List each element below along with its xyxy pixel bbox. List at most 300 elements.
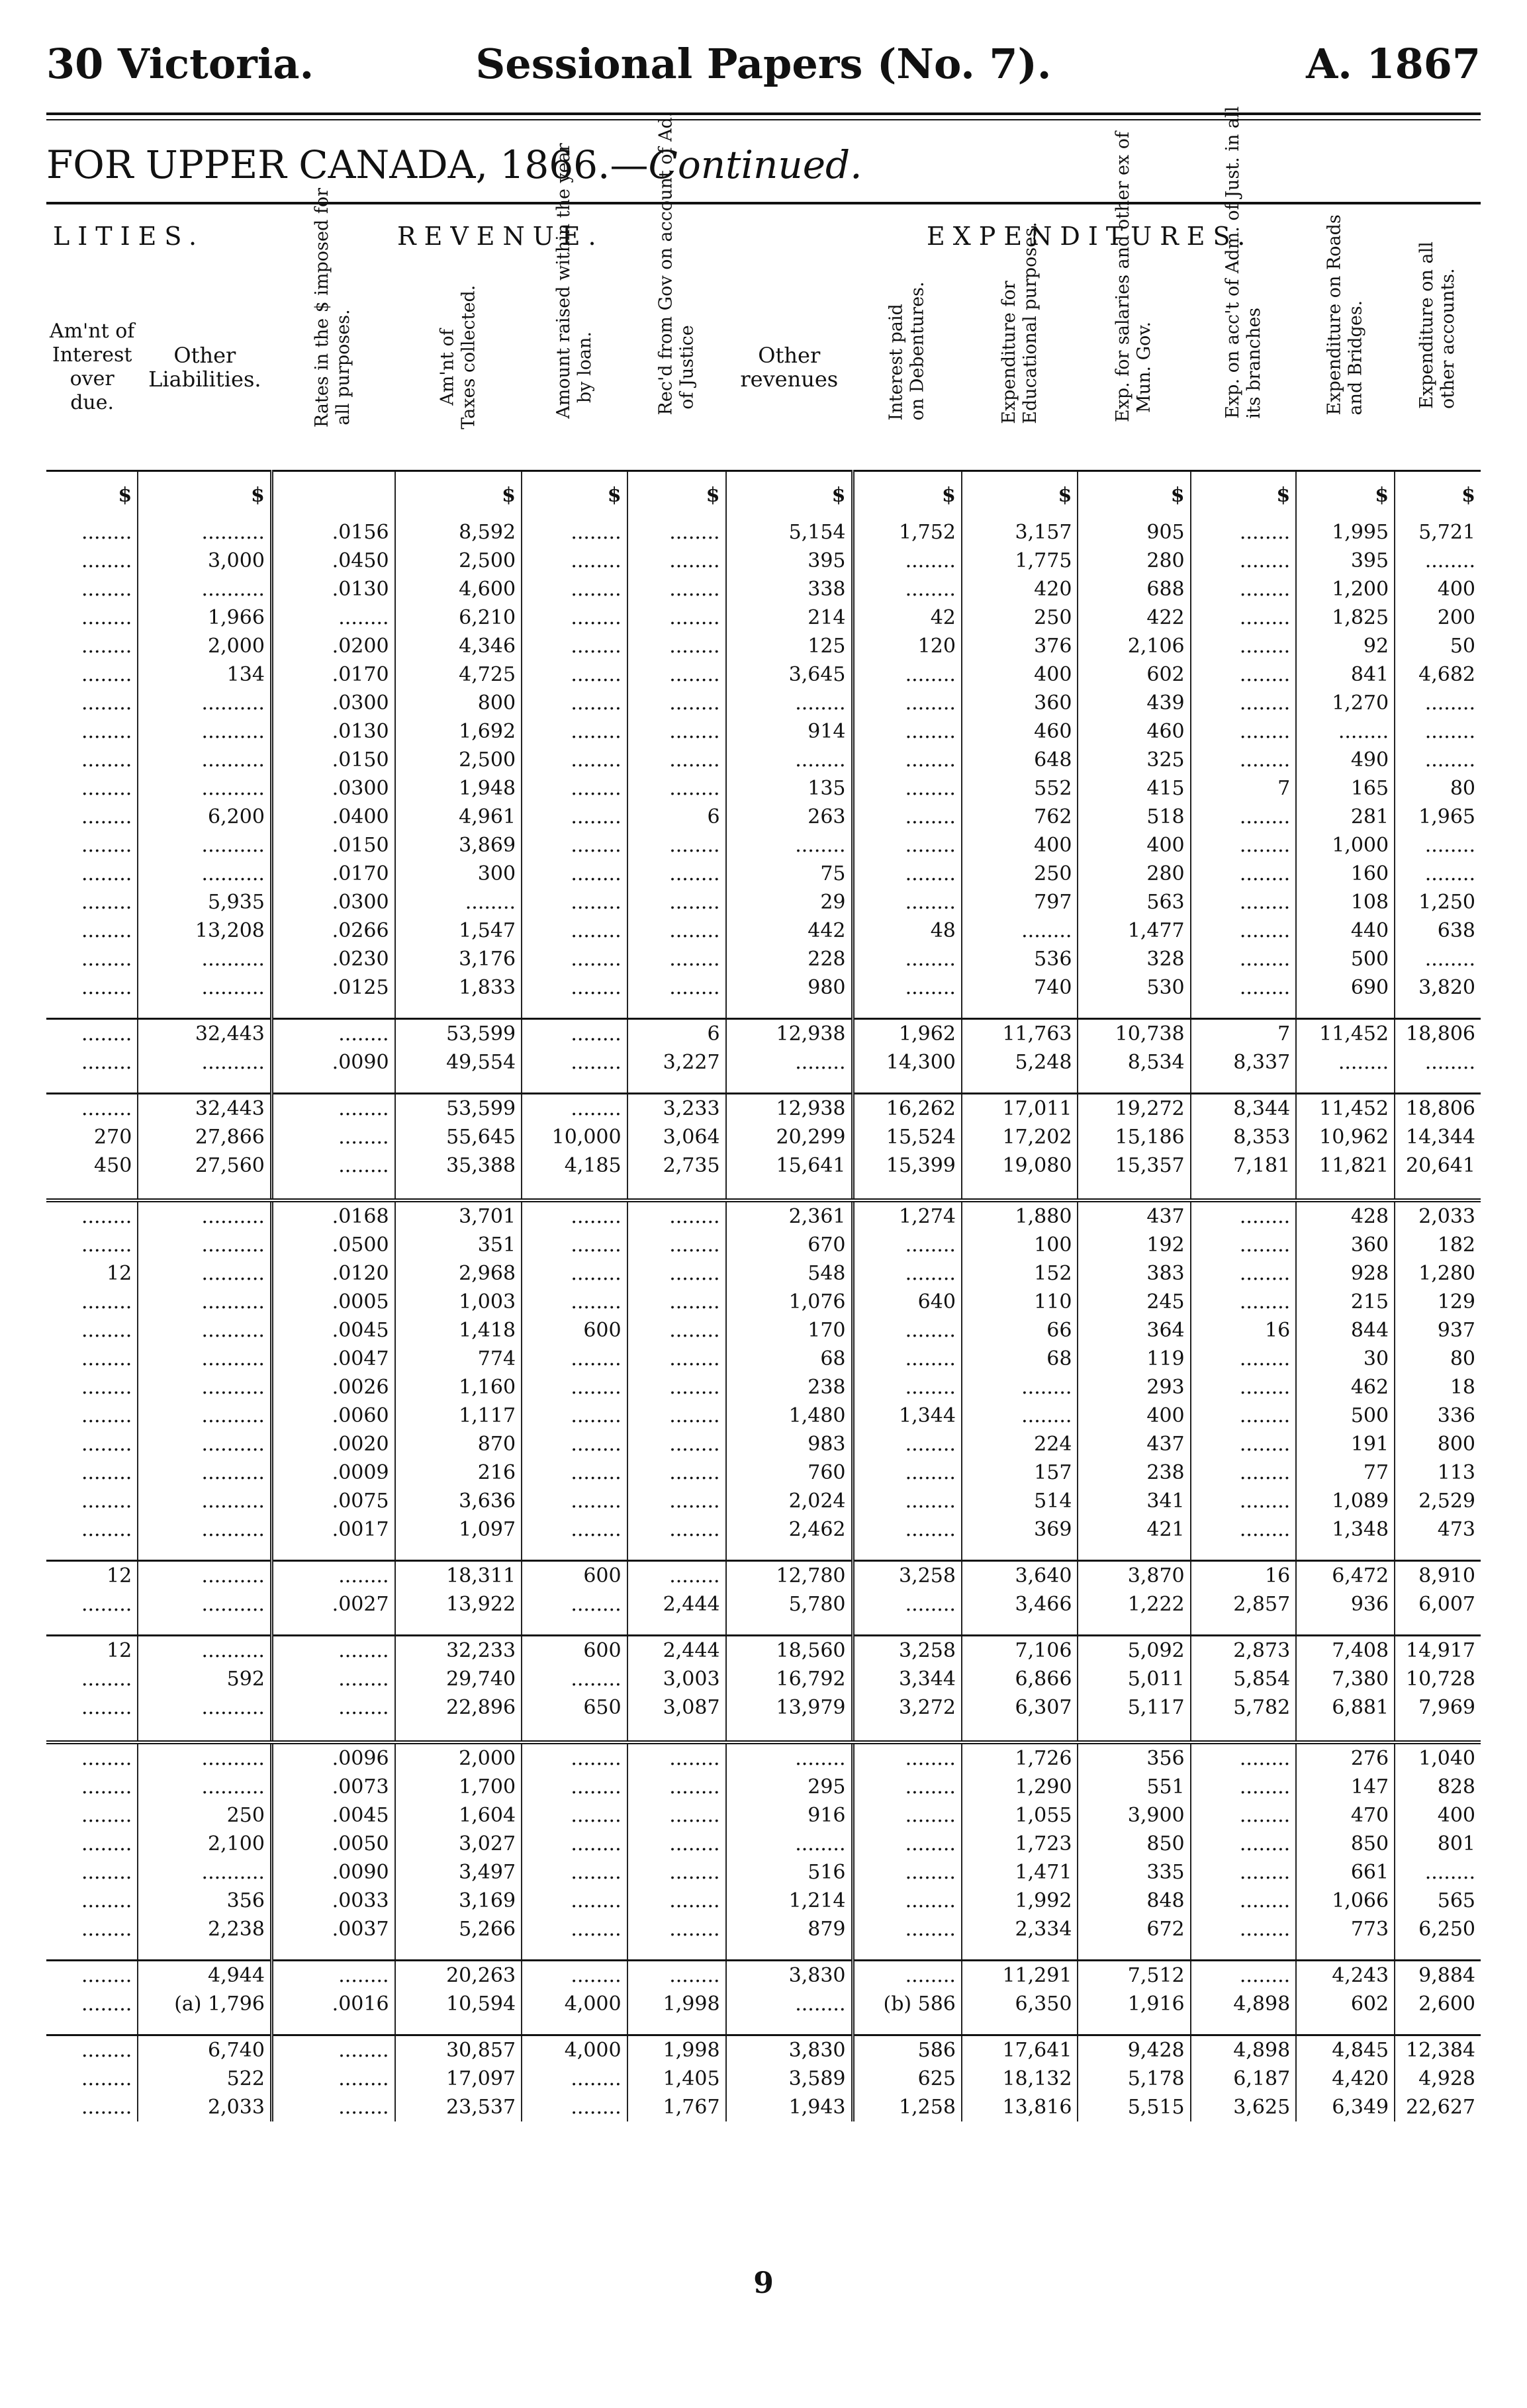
table-cell: 400 bbox=[962, 831, 1078, 860]
table-cell: 341 bbox=[1078, 1487, 1190, 1515]
table-cell: ........ bbox=[726, 831, 853, 860]
table-cell bbox=[627, 1077, 726, 1094]
table-cell: 6,349 bbox=[1296, 2093, 1395, 2121]
table-cell: 1,274 bbox=[853, 1200, 962, 1231]
table-cell: 1,943 bbox=[726, 2093, 853, 2121]
table-cell bbox=[395, 1077, 522, 1094]
table-cell: ........ bbox=[962, 1402, 1078, 1430]
table-cell: ........ bbox=[627, 1200, 726, 1231]
table-cell: 2,968 bbox=[395, 1259, 522, 1288]
table-cell bbox=[271, 1002, 394, 1019]
table-cell: .......... bbox=[138, 746, 271, 774]
table-cell: 18,311 bbox=[395, 1561, 522, 1591]
table-cell: 1,348 bbox=[1296, 1515, 1395, 1544]
table-cell: 263 bbox=[726, 803, 853, 831]
table-cell: 536 bbox=[962, 945, 1078, 973]
table-cell: .......... bbox=[138, 1458, 271, 1487]
table-cell: ........ bbox=[81, 720, 132, 743]
table-cell: ........ bbox=[81, 549, 132, 572]
table-cell: 600 bbox=[522, 1316, 627, 1345]
table-cell: .0005 bbox=[271, 1288, 394, 1316]
table-row bbox=[46, 1915, 1481, 1943]
table-cell: ........ bbox=[627, 1430, 726, 1458]
table-cell: 12,384 bbox=[1395, 2035, 1481, 2065]
table-cell: 11,452 bbox=[1296, 1094, 1395, 1124]
table-row bbox=[46, 1887, 1481, 1915]
table-cell: ........ bbox=[522, 831, 627, 860]
table-cell bbox=[46, 1943, 138, 1961]
table-cell: .0060 bbox=[271, 1402, 394, 1430]
table-cell: ........ bbox=[1191, 888, 1297, 916]
table-cell: 53,599 bbox=[395, 1094, 522, 1124]
table-cell: 470 bbox=[1296, 1801, 1395, 1830]
table-cell: 552 bbox=[962, 774, 1078, 803]
table-cell bbox=[962, 1002, 1078, 1019]
table-cell: 586 bbox=[853, 2035, 962, 2065]
table-cell: ........ bbox=[627, 1801, 726, 1830]
table-cell: 18,806 bbox=[1395, 1019, 1481, 1049]
table-cell: ........ bbox=[1191, 1458, 1297, 1487]
table-cell: ........ bbox=[627, 717, 726, 746]
table-cell: 6,472 bbox=[1296, 1561, 1395, 1591]
table-cell: ........ bbox=[271, 1151, 394, 1180]
table-cell: ........ bbox=[1395, 1858, 1481, 1887]
table-cell bbox=[46, 1722, 138, 1742]
table-cell: 2,462 bbox=[726, 1515, 853, 1544]
table-cell: ........ bbox=[522, 916, 627, 945]
table-cell: 80 bbox=[1395, 774, 1481, 803]
table-cell: ........ bbox=[522, 1665, 627, 1693]
table-cell: 3,258 bbox=[853, 1636, 962, 1666]
table-cell: ........ bbox=[81, 1097, 132, 1120]
table-cell: 15,641 bbox=[726, 1151, 853, 1180]
table-cell: 336 bbox=[1395, 1402, 1481, 1430]
table-cell: 12,938 bbox=[726, 1019, 853, 1049]
table-cell: ........ bbox=[627, 1961, 726, 1990]
table-cell: 55,645 bbox=[395, 1123, 522, 1151]
table-cell: ........ bbox=[81, 1290, 132, 1314]
table-cell: ........ bbox=[853, 1830, 962, 1858]
table-cell: ........ bbox=[1191, 717, 1297, 746]
table-cell bbox=[726, 1544, 853, 1561]
table-cell: 1,214 bbox=[726, 1887, 853, 1915]
table-cell: .0033 bbox=[271, 1887, 394, 1915]
table-cell: ........ bbox=[627, 888, 726, 916]
table-cell: 1,700 bbox=[395, 1773, 522, 1801]
table-cell: ........ bbox=[627, 660, 726, 689]
column-header: Other Liabilities. bbox=[138, 265, 271, 471]
table-cell: 2,873 bbox=[1191, 1636, 1297, 1666]
table-cell: ........ bbox=[81, 606, 132, 629]
table-cell: 4,346 bbox=[395, 632, 522, 660]
table-cell: ........ bbox=[81, 663, 132, 686]
table-cell: 14,917 bbox=[1395, 1636, 1481, 1666]
table-cell: ........ bbox=[1191, 689, 1297, 717]
table-cell: ........ bbox=[726, 1830, 853, 1858]
table-cell bbox=[138, 1544, 271, 1561]
table-cell: ........ bbox=[1395, 945, 1481, 973]
table-row bbox=[46, 916, 1481, 945]
column-header bbox=[271, 187, 394, 471]
table-cell bbox=[627, 1619, 726, 1636]
table-cell bbox=[395, 1544, 522, 1561]
table-cell: ........ bbox=[522, 1200, 627, 1231]
table-cell bbox=[271, 1077, 394, 1094]
table-cell bbox=[1191, 1180, 1297, 1200]
table-cell: 120 bbox=[853, 632, 962, 660]
table-cell bbox=[962, 1722, 1078, 1742]
table-cell: 395 bbox=[726, 547, 853, 575]
table-cell bbox=[853, 1619, 962, 1636]
table-cell: $ bbox=[1296, 471, 1395, 519]
table-cell: 3,701 bbox=[395, 1200, 522, 1231]
table-cell: ........ bbox=[627, 1231, 726, 1259]
table-cell: ........ bbox=[81, 976, 132, 999]
table-cell bbox=[46, 2018, 138, 2035]
table-cell: ........ bbox=[522, 632, 627, 660]
table-cell: .0300 bbox=[271, 689, 394, 717]
table-cell: 4,725 bbox=[395, 660, 522, 689]
table-row bbox=[46, 1316, 1481, 1345]
table-cell: 325 bbox=[1078, 746, 1190, 774]
table-cell: ........ bbox=[81, 2039, 132, 2062]
table-cell: 18,560 bbox=[726, 1636, 853, 1666]
table-cell: ........ bbox=[962, 916, 1078, 945]
table-cell: 2,238 bbox=[138, 1915, 271, 1943]
table-row bbox=[46, 1200, 1481, 1231]
table-cell bbox=[853, 1943, 962, 1961]
table-cell bbox=[138, 1722, 271, 1742]
table-cell: 850 bbox=[1078, 1830, 1190, 1858]
table-cell: ........ bbox=[81, 1319, 132, 1342]
table-cell: 12 bbox=[107, 1639, 132, 1662]
table-cell: .......... bbox=[138, 1402, 271, 1430]
table-cell: .0026 bbox=[271, 1373, 394, 1402]
table-cell: .0168 bbox=[271, 1200, 394, 1231]
table-cell: ........ bbox=[81, 805, 132, 828]
table-cell: 16,262 bbox=[853, 1094, 962, 1124]
table-cell: 460 bbox=[1078, 717, 1190, 746]
table-cell: .0037 bbox=[271, 1915, 394, 1943]
table-cell: ........ bbox=[522, 1487, 627, 1515]
table-cell: ........ bbox=[81, 1889, 132, 1912]
table-cell: .......... bbox=[138, 945, 271, 973]
table-cell: 338 bbox=[726, 575, 853, 603]
table-cell: 6,187 bbox=[1191, 2065, 1297, 2093]
table-cell: 437 bbox=[1078, 1200, 1190, 1231]
table-cell: 7 bbox=[1191, 1019, 1297, 1049]
table-cell: ........ bbox=[853, 660, 962, 689]
table-row bbox=[46, 1019, 1481, 1049]
table-cell: ........ bbox=[522, 1288, 627, 1316]
header-right: A. 1867 bbox=[1306, 40, 1481, 88]
table-cell: ........ bbox=[81, 1518, 132, 1541]
table-cell: ........ bbox=[522, 1259, 627, 1288]
table-cell: ........ bbox=[1191, 945, 1297, 973]
table-cell: 4,000 bbox=[522, 2035, 627, 2065]
table-cell: ........ bbox=[81, 691, 132, 715]
table-cell: .......... bbox=[138, 1515, 271, 1544]
table-row bbox=[46, 1636, 1481, 1666]
table-cell: $ bbox=[1191, 471, 1297, 519]
table-cell: 928 bbox=[1296, 1259, 1395, 1288]
table-cell: ........ bbox=[627, 1742, 726, 1773]
table-cell: 80 bbox=[1395, 1345, 1481, 1373]
table-cell: 29,740 bbox=[395, 1665, 522, 1693]
column-header-text: Expenditure for Educational purposes. bbox=[998, 222, 1041, 424]
table-cell bbox=[1078, 1722, 1190, 1742]
table-cell: 238 bbox=[726, 1373, 853, 1402]
table-cell: ........ bbox=[522, 1515, 627, 1544]
table-cell: ........ bbox=[522, 1048, 627, 1077]
table-cell bbox=[138, 1002, 271, 1019]
table-cell: 32,443 bbox=[138, 1019, 271, 1049]
table-cell: 19,272 bbox=[1078, 1094, 1190, 1124]
table-cell: ........ bbox=[522, 1402, 627, 1430]
table-cell: 2,500 bbox=[395, 746, 522, 774]
table-cell: ........ bbox=[1191, 1961, 1297, 1990]
table-cell: 200 bbox=[1395, 603, 1481, 632]
table-cell: 2,033 bbox=[138, 2093, 271, 2121]
table-cell: 5,721 bbox=[1395, 518, 1481, 547]
table-cell: ........ bbox=[627, 746, 726, 774]
table-cell: 1,344 bbox=[853, 1402, 962, 1430]
table-cell: 5,154 bbox=[726, 518, 853, 547]
table-cell: 1,966 bbox=[138, 603, 271, 632]
table-cell bbox=[1078, 1544, 1190, 1561]
table-cell: ........ bbox=[627, 632, 726, 660]
header-center: Sessional Papers (No. 7). bbox=[475, 40, 1052, 88]
table-cell: ........ bbox=[853, 575, 962, 603]
table-cell: 192 bbox=[1078, 1231, 1190, 1259]
table-cell: 625 bbox=[853, 2065, 962, 2093]
table-cell: 42 bbox=[853, 603, 962, 632]
table-cell: ........ bbox=[81, 521, 132, 544]
table-cell: ........ bbox=[853, 547, 962, 575]
table-cell: 1,547 bbox=[395, 916, 522, 945]
table-cell: 48 bbox=[853, 916, 962, 945]
table-cell: ........ bbox=[1296, 1048, 1395, 1077]
table-cell: 3,176 bbox=[395, 945, 522, 973]
table-cell: 548 bbox=[726, 1259, 853, 1288]
table-row bbox=[46, 774, 1481, 803]
table-cell: ........ bbox=[1191, 518, 1297, 547]
table-cell: ........ bbox=[81, 2096, 132, 2119]
table-cell: ........ bbox=[627, 603, 726, 632]
table-cell bbox=[1191, 1619, 1297, 1636]
table-cell: 22,896 bbox=[395, 1693, 522, 1722]
table-cell: 360 bbox=[962, 689, 1078, 717]
page-header bbox=[46, 40, 1481, 99]
table-cell: ........ bbox=[853, 1316, 962, 1345]
table-cell: 5,515 bbox=[1078, 2093, 1190, 2121]
column-header-text: Expenditure on all other accounts. bbox=[1416, 242, 1459, 409]
table-cell: 442 bbox=[726, 916, 853, 945]
table-row bbox=[46, 888, 1481, 916]
table-cell: 400 bbox=[962, 660, 1078, 689]
table-cell: 12,938 bbox=[726, 1094, 853, 1124]
table-cell: ........ bbox=[522, 1801, 627, 1830]
table-cell: 250 bbox=[138, 1801, 271, 1830]
table-cell: 3,233 bbox=[627, 1094, 726, 1124]
table-cell: ........ bbox=[271, 2035, 394, 2065]
column-header-text: Rec'd from Gov on account of Ad. of Justice bbox=[655, 111, 698, 416]
table-cell: 514 bbox=[962, 1487, 1078, 1515]
table-cell bbox=[395, 1943, 522, 1961]
table-cell: 13,208 bbox=[138, 916, 271, 945]
table-cell: .0200 bbox=[271, 632, 394, 660]
table-cell: 600 bbox=[522, 1636, 627, 1666]
table-cell: $ bbox=[395, 471, 522, 519]
table-cell: ........ bbox=[395, 888, 522, 916]
table-row bbox=[46, 860, 1481, 888]
table-cell: ........ bbox=[1191, 547, 1297, 575]
table-cell: ........ bbox=[522, 717, 627, 746]
table-cell bbox=[271, 2018, 394, 2035]
table-cell: ........ bbox=[81, 1376, 132, 1399]
table-cell: 1,962 bbox=[853, 1019, 962, 1049]
table-cell: ........ bbox=[271, 1094, 394, 1124]
table-cell: ........ bbox=[1191, 746, 1297, 774]
table-cell: 1,998 bbox=[627, 1990, 726, 2018]
subtitle-continued: Continued. bbox=[648, 142, 862, 187]
table-cell: 32,443 bbox=[138, 1094, 271, 1124]
table-cell bbox=[853, 1544, 962, 1561]
table-cell: 11,763 bbox=[962, 1019, 1078, 1049]
table-cell: 3,064 bbox=[627, 1123, 726, 1151]
table-cell: 15,186 bbox=[1078, 1123, 1190, 1151]
table-cell: ........ bbox=[1191, 1430, 1297, 1458]
table-cell: 3,645 bbox=[726, 660, 853, 689]
table-cell: 13,979 bbox=[726, 1693, 853, 1722]
table-cell: 3,087 bbox=[627, 1693, 726, 1722]
table-cell: .0400 bbox=[271, 803, 394, 831]
table-cell: ........ bbox=[1395, 547, 1481, 575]
table-row bbox=[46, 1990, 1481, 2018]
section-divider-row bbox=[46, 1722, 1481, 1742]
table-cell bbox=[1296, 1002, 1395, 1019]
table-cell bbox=[1078, 1077, 1190, 1094]
table-cell: ........ bbox=[81, 1593, 132, 1616]
table-cell: 238 bbox=[1078, 1458, 1190, 1487]
table-cell: 7,408 bbox=[1296, 1636, 1395, 1666]
table-cell: 440 bbox=[1296, 916, 1395, 945]
table-cell: 280 bbox=[1078, 547, 1190, 575]
table-cell: ........ bbox=[81, 1668, 132, 1691]
table-cell: 1,965 bbox=[1395, 803, 1481, 831]
table-cell: ........ bbox=[1191, 575, 1297, 603]
table-cell: ........ bbox=[962, 1373, 1078, 1402]
table-cell: 11,291 bbox=[962, 1961, 1078, 1990]
table-cell bbox=[522, 1544, 627, 1561]
table-cell: 5,117 bbox=[1078, 1693, 1190, 1722]
table-cell: ........ bbox=[522, 888, 627, 916]
table-cell: ........ bbox=[627, 1561, 726, 1591]
table-row bbox=[46, 2035, 1481, 2065]
table-cell bbox=[46, 1619, 138, 1636]
table-cell: .0047 bbox=[271, 1345, 394, 1373]
table-cell: 1,097 bbox=[395, 1515, 522, 1544]
table-cell: ........ bbox=[1191, 860, 1297, 888]
table-cell: ........ bbox=[1191, 603, 1297, 632]
table-cell: .0020 bbox=[271, 1430, 394, 1458]
table-cell: ........ bbox=[1395, 717, 1481, 746]
table-cell: ........ bbox=[81, 834, 132, 857]
table-cell: 17,641 bbox=[962, 2035, 1078, 2065]
table-cell: 848 bbox=[1078, 1887, 1190, 1915]
table-cell: 516 bbox=[726, 1858, 853, 1887]
table-cell: $ bbox=[522, 471, 627, 519]
table-cell: 1,767 bbox=[627, 2093, 726, 2121]
table-cell bbox=[1191, 1544, 1297, 1561]
table-cell bbox=[522, 2018, 627, 2035]
table-cell bbox=[271, 1180, 394, 1200]
table-cell: 773 bbox=[1296, 1915, 1395, 1943]
table-cell: ........ bbox=[522, 575, 627, 603]
table-cell bbox=[395, 1722, 522, 1742]
table-cell: 19,080 bbox=[962, 1151, 1078, 1180]
table-cell: 1,692 bbox=[395, 717, 522, 746]
table-cell: 1,258 bbox=[853, 2093, 962, 2121]
table-row bbox=[46, 1458, 1481, 1487]
table-cell: .0045 bbox=[271, 1316, 394, 1345]
table-cell: 3,157 bbox=[962, 518, 1078, 547]
table-cell bbox=[46, 1002, 138, 1019]
table-cell: 1,418 bbox=[395, 1316, 522, 1345]
table-cell: 1,833 bbox=[395, 973, 522, 1002]
table-cell: ........ bbox=[853, 689, 962, 717]
table-cell: 18,806 bbox=[1395, 1094, 1481, 1124]
table-row bbox=[46, 831, 1481, 860]
table-cell: 774 bbox=[395, 1345, 522, 1373]
table-cell: 870 bbox=[395, 1430, 522, 1458]
table-cell bbox=[627, 1002, 726, 1019]
table-cell: 420 bbox=[962, 575, 1078, 603]
table-cell: .......... bbox=[138, 1345, 271, 1373]
table-cell: 6,866 bbox=[962, 1665, 1078, 1693]
table-cell bbox=[962, 1619, 1078, 1636]
table-cell bbox=[395, 2018, 522, 2035]
table-cell: ........ bbox=[726, 689, 853, 717]
table-cell: 3,272 bbox=[853, 1693, 962, 1722]
table-row bbox=[46, 1561, 1481, 1591]
table-cell bbox=[627, 1544, 726, 1561]
table-row bbox=[46, 1151, 1481, 1180]
table-cell: 18,132 bbox=[962, 2065, 1078, 2093]
table-cell: 672 bbox=[1078, 1915, 1190, 1943]
table-cell: 15,399 bbox=[853, 1151, 962, 1180]
table-cell: ........ bbox=[1191, 1773, 1297, 1801]
table-cell: 27,866 bbox=[138, 1123, 271, 1151]
table-cell: ........ bbox=[81, 1205, 132, 1228]
table-cell: 2,444 bbox=[627, 1636, 726, 1666]
table-row bbox=[46, 1858, 1481, 1887]
table-cell: ........ bbox=[627, 575, 726, 603]
table-cell: 216 bbox=[395, 1458, 522, 1487]
table-cell: 2,361 bbox=[726, 1200, 853, 1231]
table-cell: .......... bbox=[138, 1316, 271, 1345]
table-cell: 50 bbox=[1395, 632, 1481, 660]
table-cell: ........ bbox=[81, 777, 132, 800]
table-cell: 7,380 bbox=[1296, 1665, 1395, 1693]
table-row bbox=[46, 1402, 1481, 1430]
table-row bbox=[46, 1665, 1481, 1693]
table-cell: ........ bbox=[522, 1915, 627, 1943]
table-cell: 4,185 bbox=[522, 1151, 627, 1180]
table-cell: 1,948 bbox=[395, 774, 522, 803]
table-row bbox=[46, 1094, 1481, 1124]
table-cell: .......... bbox=[138, 1693, 271, 1722]
